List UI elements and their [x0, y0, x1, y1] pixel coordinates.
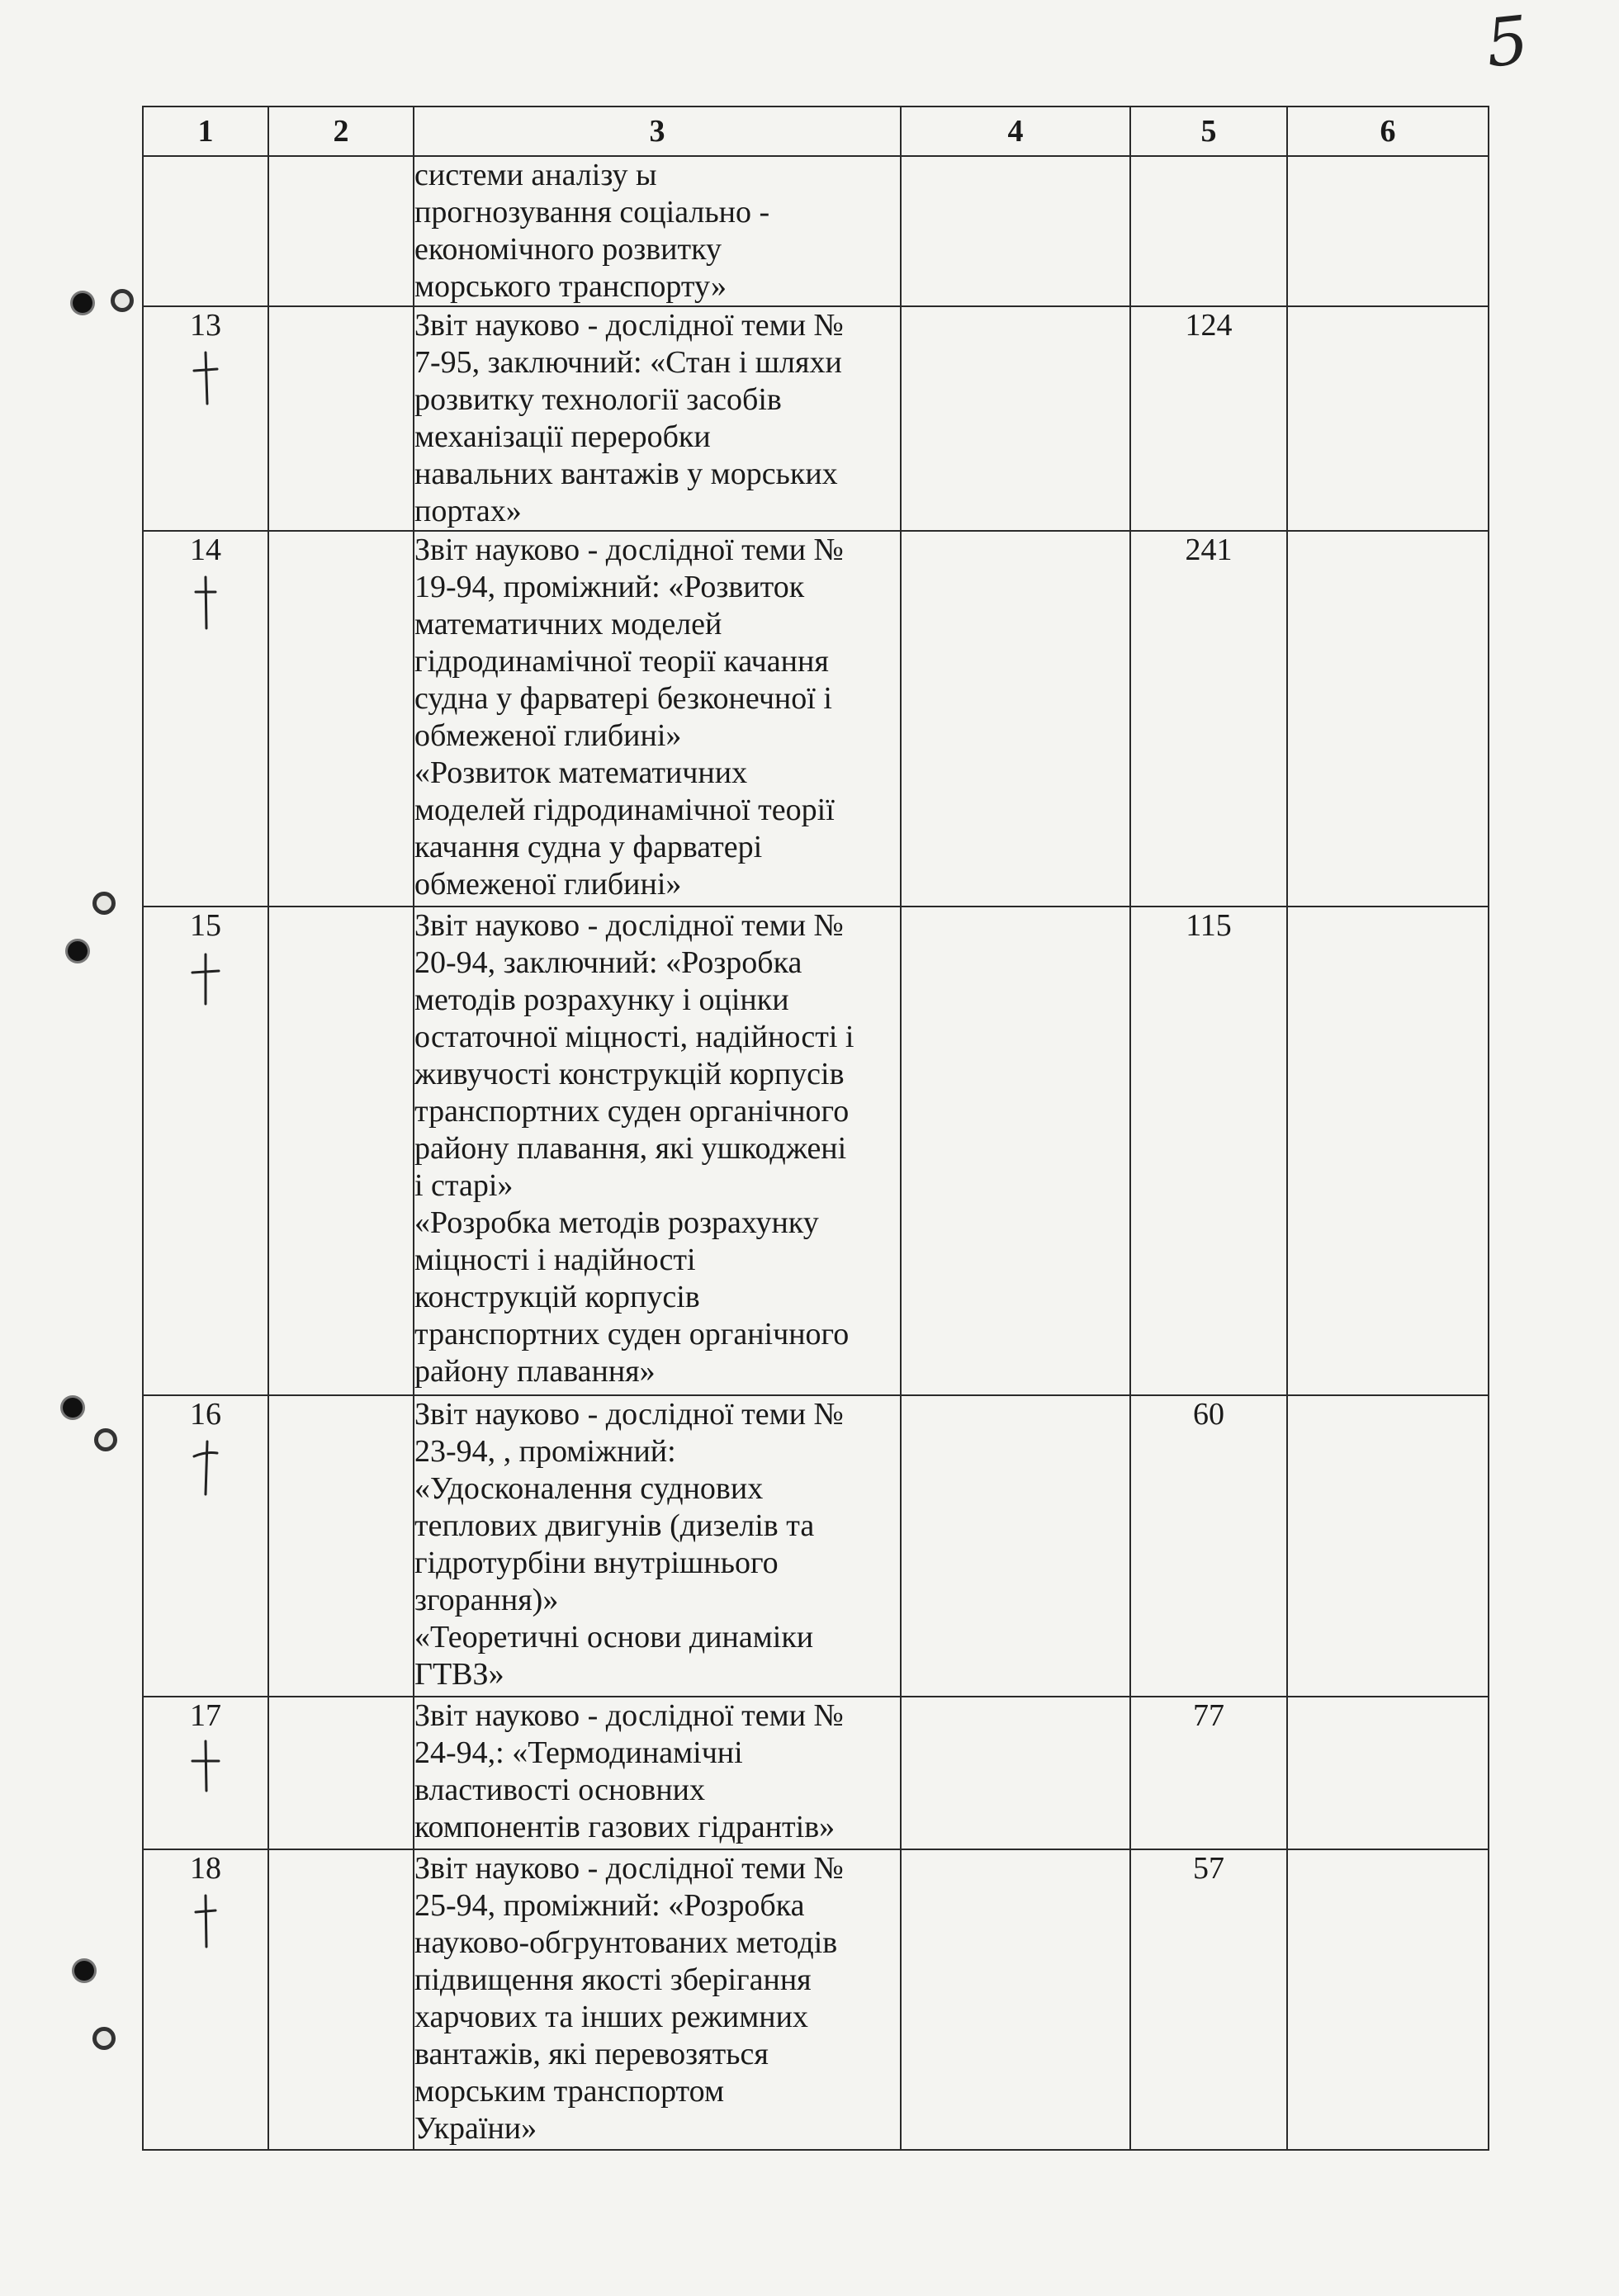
report-description: Звіт науково - дослідної теми № 24-94,: «Термодинамічні властивості основних компонентів газових гідрантів» [414, 1697, 901, 1849]
punch-hole [73, 293, 92, 313]
column-header: 2 [268, 107, 414, 156]
handwritten-cross-mark [189, 349, 222, 407]
table-header-row [143, 107, 1489, 156]
row-number: 13 [143, 306, 268, 531]
handwritten-cross-mark [189, 949, 222, 1007]
handwritten-page-number: 5 [1482, 1, 1532, 83]
punch-hole [74, 1961, 94, 1981]
table-row [143, 1697, 1489, 1849]
document-table [142, 106, 1489, 2151]
handwritten-cross-mark [189, 1892, 222, 1950]
punch-hole [63, 1398, 83, 1418]
row-number: 15 [143, 907, 268, 1395]
table-row-continuation [143, 156, 1489, 306]
page-count: 115 [1130, 907, 1287, 1395]
table-row [143, 306, 1489, 531]
table-row [143, 531, 1489, 907]
row-number: 14 [143, 531, 268, 907]
page-count: 77 [1130, 1697, 1287, 1849]
row-number: 18 [143, 1849, 268, 2150]
handwritten-cross-mark [189, 574, 222, 632]
handwritten-cross-mark [189, 1438, 222, 1496]
punch-hole [111, 289, 134, 312]
table-row [143, 1395, 1489, 1697]
column-header: 4 [901, 107, 1130, 156]
column-header: 1 [143, 107, 268, 156]
column-header: 5 [1130, 107, 1287, 156]
report-description: Звіт науково - дослідної теми № 20-94, заключний: «Розробка методів розрахунку і оцінки остаточної міцності, надійності і живучості конструкцій корпусів транспортних суден органічного району плавання, які ушкоджені і старі» «Розробка методів розрахунку міцності і надійності конструкцій корпусів транспортних суден органічного району плавання» [414, 907, 901, 1395]
page-count: 57 [1130, 1849, 1287, 2150]
punch-hole [92, 892, 116, 915]
row-number: 17 [143, 1697, 268, 1849]
table-row [143, 1849, 1489, 2150]
report-description: системи аналізу ы прогнозування соціально - економічного розвитку морського транспорту» [414, 156, 901, 306]
column-header: 3 [414, 107, 901, 156]
report-description: Звіт науково - дослідної теми № 7-95, заключний: «Стан і шляхи розвитку технології засобів механізації переробки навальних вантажів у морських портах» [414, 306, 901, 531]
punch-hole [94, 1428, 117, 1451]
punch-hole [92, 2027, 116, 2050]
page-count: 241 [1130, 531, 1287, 907]
punch-hole [68, 941, 88, 961]
table-row [143, 907, 1489, 1395]
column-header: 6 [1287, 107, 1489, 156]
report-description: Звіт науково - дослідної теми № 19-94, проміжний: «Розвиток математичних моделей гідродинамічної теорії качання судна у фарватері безконечної і обмеженої глибині» «Розвиток математичних моделей гідродинамічної теорії качання судна у фарватері обмеженої глибині» [414, 531, 901, 907]
report-description: Звіт науково - дослідної теми № 23-94, , проміжний: «Удосконалення суднових теплових двигунів (дизелів та гідротурбіни внутрішнього згорання)» «Теоретичні основи динаміки ГТВЗ» [414, 1395, 901, 1697]
page-count: 60 [1130, 1395, 1287, 1697]
handwritten-cross-mark [189, 1740, 222, 1797]
page-count: 124 [1130, 306, 1287, 531]
row-number: 16 [143, 1395, 268, 1697]
report-description: Звіт науково - дослідної теми № 25-94, проміжний: «Розробка науково-обгрунтованих методів підвищення якості зберігання харчових та інших режимних вантажів, які перевозяться морським транспортом України» [414, 1849, 901, 2150]
